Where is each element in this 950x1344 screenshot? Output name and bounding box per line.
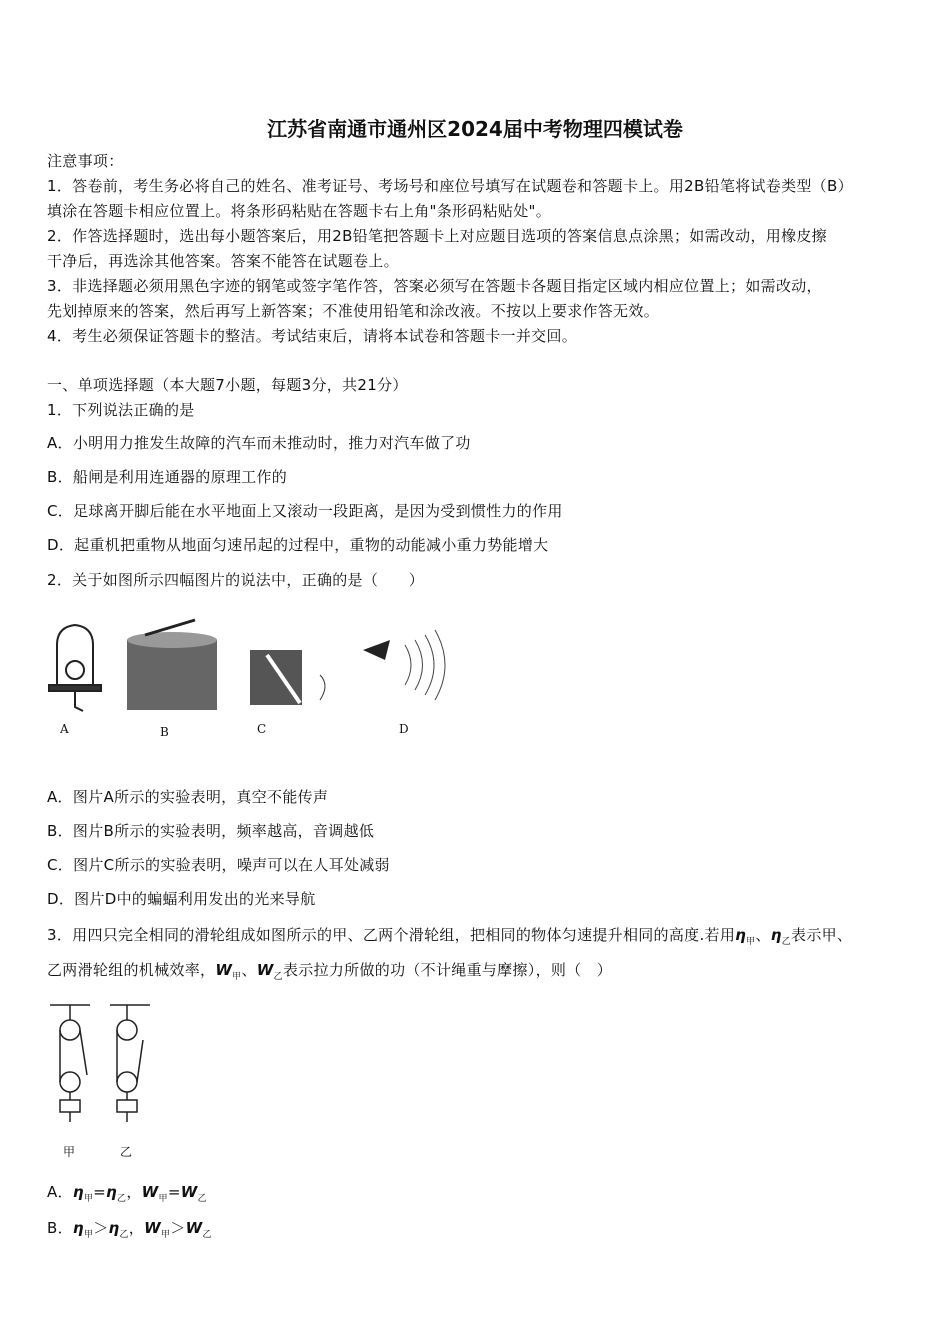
q3-stem-text: 3．用四只完全相同的滑轮组成如图所示的甲、乙两个滑轮组，把相同的物体匀速提升相同的高度.若用 (47, 926, 736, 944)
notice-line: 3．非选择题必须用黑色字迹的钢笔或签字笔作答，答案必须写在答题卡各题目指定区域内相应位置上；如需改动， (47, 277, 822, 295)
w-symbol: W (141, 1183, 159, 1201)
notice-line: 4．考生必须保证答题卡的整洁。考试结束后，请将本试卷和答题卡一并交回。 (47, 327, 578, 345)
q3-option-a (47, 1182, 207, 1209)
separator: ， (126, 1183, 142, 1201)
q1-option-a: A．小明用力推发生故障的汽车而未推动时，推力对汽车做了功 (47, 434, 471, 452)
subscript: 乙 (197, 1194, 207, 1204)
notice-line: 填涂在答题卡相应位置上。将条形码粘贴在答题卡右上角"条形码粘贴处"。 (47, 202, 552, 220)
subscript: 甲 (746, 937, 756, 947)
separator: 、 (241, 961, 257, 979)
subscript: 甲 (158, 1194, 168, 1204)
q2-option-a: A．图片A所示的实验表明，真空不能传声 (47, 788, 329, 806)
figure-label-yi: 乙 (120, 1145, 133, 1159)
q2-stem: 2．关于如图所示四幅图片的说法中，正确的是（ ） (47, 571, 425, 589)
eta-symbol: η (72, 1219, 84, 1237)
subscript: 乙 (273, 972, 283, 982)
option-label: B． (47, 1219, 73, 1237)
q2-option-d: D．图片D中的蝙蝠利用发出的光来导航 (47, 890, 316, 908)
separator: ， (128, 1219, 145, 1237)
q2-figure (45, 615, 455, 725)
drum-image (127, 620, 217, 710)
subscript: 乙 (119, 1230, 129, 1240)
option-label: A． (47, 1183, 73, 1201)
subscript: 甲 (160, 1230, 171, 1240)
q3-stem-text: 表示甲、 (791, 926, 853, 944)
q3-stem-line1 (47, 925, 852, 952)
eta-symbol: η (735, 926, 747, 944)
relation: ＞ (93, 1219, 109, 1237)
figure-label-b: B (160, 725, 169, 739)
w-symbol: W (185, 1219, 203, 1237)
subscript: 甲 (83, 1230, 94, 1240)
subscript: 乙 (202, 1230, 212, 1240)
figure-label-a: A (60, 722, 69, 736)
q1-option-b: B．船闸是利用连通器的原理工作的 (47, 468, 288, 486)
q3-stem-line2 (47, 960, 612, 987)
q1-stem: 1．下列说法正确的是 (47, 401, 195, 419)
q1-option-d: D．起重机把重物从地面匀速吊起的过程中，重物的动能减小重力势能增大 (47, 536, 549, 554)
relation: ＞ (170, 1219, 186, 1237)
eta-symbol: η (770, 926, 782, 944)
bat-image (363, 630, 445, 700)
subscript: 甲 (83, 1194, 94, 1204)
q3-stem-text: 乙两滑轮组的机械效率， (47, 961, 216, 979)
figure-label-jia: 甲 (63, 1145, 76, 1159)
w-symbol: W (215, 961, 233, 979)
q1-option-c: C．足球离开脚后能在水平地面上又滚动一段距离，是因为受到惯性力的作用 (47, 502, 563, 520)
relation: = (167, 1183, 181, 1201)
notice-line: 干净后，再选涂其他答案。答案不能答在试题卷上。 (47, 252, 399, 270)
pulley-figure (45, 1000, 155, 1145)
bell-jar-image (49, 625, 101, 711)
subscript: 乙 (781, 937, 792, 947)
q3-option-b (47, 1218, 212, 1245)
ear-image (250, 650, 325, 705)
w-symbol: W (144, 1219, 161, 1237)
notice-line: 1．答卷前，考生务必将自己的姓名、准考证号、考场号和座位号填写在试题卷和答题卡上。用2B铅笔将试卷类型（B） (47, 177, 853, 195)
page-title: 江苏省南通市通州区2024届中考物理四模试卷 (267, 117, 683, 141)
separator: 、 (755, 926, 771, 944)
subscript: 甲 (232, 972, 242, 982)
figure-label-d: D (399, 722, 409, 736)
eta-symbol: η (72, 1183, 84, 1201)
eta-symbol: η (108, 1219, 120, 1237)
w-symbol: W (256, 961, 274, 979)
w-symbol: W (180, 1183, 198, 1201)
section-heading: 一、单项选择题（本大题7小题，每题3分，共21分） (47, 376, 408, 394)
notice-line: 先划掉原来的答案，然后再写上新答案；不准使用铅笔和涂改液。不按以上要求作答无效。 (47, 302, 660, 320)
relation: = (93, 1183, 107, 1201)
subscript: 乙 (117, 1194, 127, 1204)
q3-stem-text: 表示拉力所做的功（不计绳重与摩擦），则（ ） (282, 961, 613, 979)
q2-option-b: B．图片B所示的实验表明，频率越高，音调越低 (47, 822, 375, 840)
notice-heading: 注意事项： (47, 152, 124, 170)
figure-label-c: C (257, 722, 267, 736)
notice-line: 2．作答选择题时，选出每小题答案后，用2B铅笔把答题卡上对应题目选项的答案信息点涂黑；如需改动，用橡皮擦 (47, 227, 827, 245)
eta-symbol: η (106, 1183, 118, 1201)
q2-option-c: C．图片C所示的实验表明，噪声可以在人耳处减弱 (47, 856, 390, 874)
